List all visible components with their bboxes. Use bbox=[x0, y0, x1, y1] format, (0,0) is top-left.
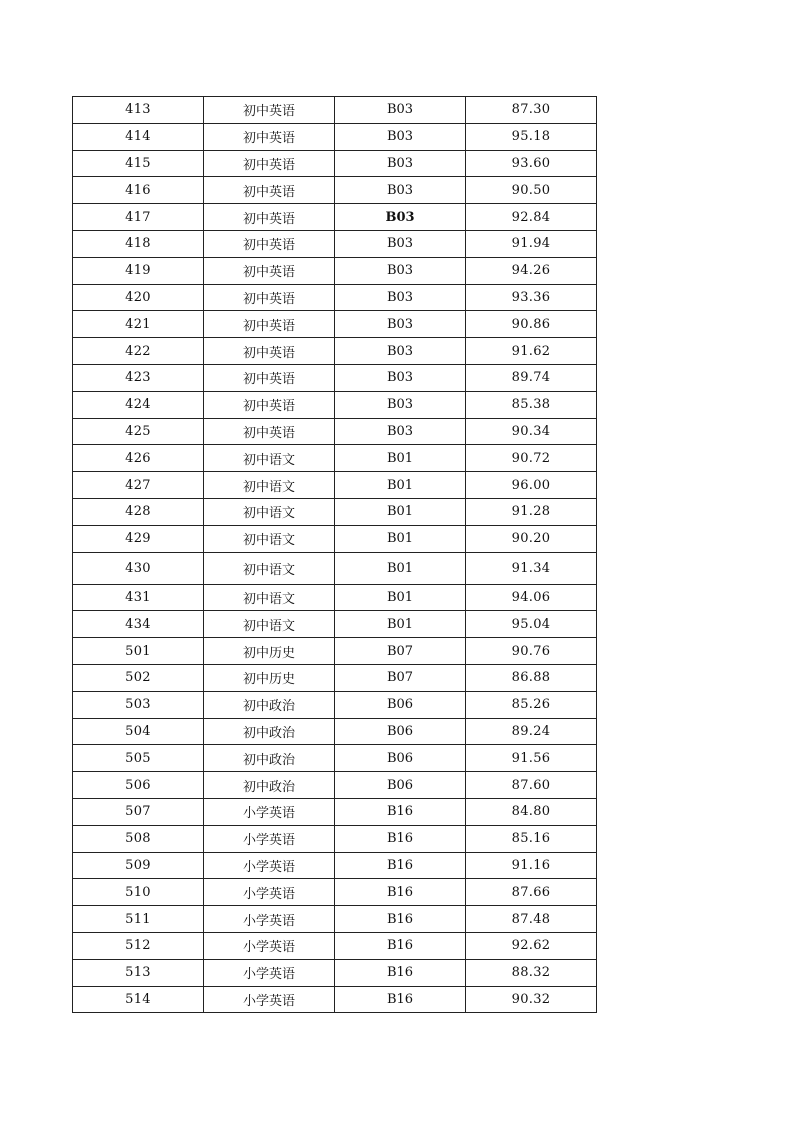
subject-cell: 初中英语 bbox=[204, 284, 335, 311]
code-cell: B03 bbox=[335, 311, 466, 338]
table-row bbox=[73, 364, 597, 391]
subject-cell: 小学英语 bbox=[204, 932, 335, 959]
table-row bbox=[73, 150, 597, 177]
code-cell: B01 bbox=[335, 445, 466, 472]
score-cell: 90.20 bbox=[466, 525, 597, 552]
subject-cell: 小学英语 bbox=[204, 825, 335, 852]
subject-cell: 初中英语 bbox=[204, 418, 335, 445]
table-row bbox=[73, 906, 597, 933]
score-cell: 89.74 bbox=[466, 364, 597, 391]
row-number-cell: 416 bbox=[73, 177, 204, 204]
row-number-cell: 413 bbox=[73, 97, 204, 124]
score-cell: 90.72 bbox=[466, 445, 597, 472]
code-cell: B16 bbox=[335, 906, 466, 933]
row-number-cell: 420 bbox=[73, 284, 204, 311]
table-row bbox=[73, 611, 597, 638]
row-number-cell: 428 bbox=[73, 498, 204, 525]
row-number-cell: 424 bbox=[73, 391, 204, 418]
table-row bbox=[73, 177, 597, 204]
code-cell: B16 bbox=[335, 825, 466, 852]
subject-cell: 初中语文 bbox=[204, 498, 335, 525]
score-cell: 90.32 bbox=[466, 986, 597, 1013]
subject-cell: 初中英语 bbox=[204, 177, 335, 204]
table-row bbox=[73, 123, 597, 150]
score-cell: 91.16 bbox=[466, 852, 597, 879]
table-row bbox=[73, 932, 597, 959]
score-cell: 89.24 bbox=[466, 718, 597, 745]
row-number-cell: 427 bbox=[73, 472, 204, 499]
subject-cell: 初中英语 bbox=[204, 204, 335, 231]
score-table bbox=[72, 96, 597, 1013]
score-cell: 93.60 bbox=[466, 150, 597, 177]
score-cell: 91.28 bbox=[466, 498, 597, 525]
subject-cell: 初中政治 bbox=[204, 772, 335, 799]
score-cell: 91.56 bbox=[466, 745, 597, 772]
subject-cell: 初中语文 bbox=[204, 525, 335, 552]
score-cell: 92.62 bbox=[466, 932, 597, 959]
score-cell: 95.18 bbox=[466, 123, 597, 150]
code-cell: B03 bbox=[335, 338, 466, 365]
subject-cell: 初中语文 bbox=[204, 472, 335, 499]
table-row bbox=[73, 311, 597, 338]
subject-cell: 初中英语 bbox=[204, 123, 335, 150]
subject-cell: 初中政治 bbox=[204, 745, 335, 772]
row-number-cell: 422 bbox=[73, 338, 204, 365]
code-cell: B03 bbox=[335, 97, 466, 124]
row-number-cell: 507 bbox=[73, 798, 204, 825]
score-cell: 90.76 bbox=[466, 638, 597, 665]
row-number-cell: 503 bbox=[73, 691, 204, 718]
table-row bbox=[73, 445, 597, 472]
subject-cell: 小学英语 bbox=[204, 959, 335, 986]
row-number-cell: 425 bbox=[73, 418, 204, 445]
subject-cell: 初中语文 bbox=[204, 552, 335, 584]
code-cell: B01 bbox=[335, 498, 466, 525]
code-cell: B01 bbox=[335, 525, 466, 552]
table-row bbox=[73, 391, 597, 418]
row-number-cell: 414 bbox=[73, 123, 204, 150]
code-cell: B06 bbox=[335, 718, 466, 745]
table-row bbox=[73, 879, 597, 906]
subject-cell: 小学英语 bbox=[204, 986, 335, 1013]
score-cell: 87.66 bbox=[466, 879, 597, 906]
subject-cell: 初中英语 bbox=[204, 364, 335, 391]
code-cell: B03 bbox=[335, 150, 466, 177]
score-cell: 91.34 bbox=[466, 552, 597, 584]
table-row bbox=[73, 498, 597, 525]
code-cell: B16 bbox=[335, 959, 466, 986]
score-cell: 84.80 bbox=[466, 798, 597, 825]
row-number-cell: 426 bbox=[73, 445, 204, 472]
score-cell: 94.06 bbox=[466, 584, 597, 611]
table-row bbox=[73, 230, 597, 257]
code-cell: B03 bbox=[335, 284, 466, 311]
table-row bbox=[73, 584, 597, 611]
subject-cell: 初中英语 bbox=[204, 391, 335, 418]
score-cell: 85.16 bbox=[466, 825, 597, 852]
score-cell: 94.26 bbox=[466, 257, 597, 284]
row-number-cell: 513 bbox=[73, 959, 204, 986]
score-cell: 88.32 bbox=[466, 959, 597, 986]
table-row bbox=[73, 204, 597, 231]
subject-cell: 初中英语 bbox=[204, 257, 335, 284]
score-table-body bbox=[73, 97, 597, 1013]
row-number-cell: 502 bbox=[73, 664, 204, 691]
subject-cell: 初中语文 bbox=[204, 584, 335, 611]
table-row bbox=[73, 986, 597, 1013]
row-number-cell: 511 bbox=[73, 906, 204, 933]
code-cell: B03 bbox=[335, 177, 466, 204]
score-cell: 90.50 bbox=[466, 177, 597, 204]
subject-cell: 初中历史 bbox=[204, 664, 335, 691]
row-number-cell: 510 bbox=[73, 879, 204, 906]
subject-cell: 初中政治 bbox=[204, 691, 335, 718]
row-number-cell: 418 bbox=[73, 230, 204, 257]
code-cell: B03 bbox=[335, 418, 466, 445]
code-cell: B16 bbox=[335, 852, 466, 879]
score-cell: 95.04 bbox=[466, 611, 597, 638]
table-row bbox=[73, 798, 597, 825]
code-cell: B03 bbox=[335, 123, 466, 150]
row-number-cell: 506 bbox=[73, 772, 204, 799]
subject-cell: 小学英语 bbox=[204, 906, 335, 933]
code-cell: B16 bbox=[335, 932, 466, 959]
score-cell: 86.88 bbox=[466, 664, 597, 691]
code-cell: B01 bbox=[335, 472, 466, 499]
row-number-cell: 501 bbox=[73, 638, 204, 665]
table-row bbox=[73, 959, 597, 986]
score-cell: 87.48 bbox=[466, 906, 597, 933]
row-number-cell: 417 bbox=[73, 204, 204, 231]
score-cell: 96.00 bbox=[466, 472, 597, 499]
table-row bbox=[73, 664, 597, 691]
score-cell: 85.38 bbox=[466, 391, 597, 418]
table-row bbox=[73, 257, 597, 284]
code-cell: B16 bbox=[335, 986, 466, 1013]
table-row bbox=[73, 772, 597, 799]
subject-cell: 小学英语 bbox=[204, 852, 335, 879]
row-number-cell: 504 bbox=[73, 718, 204, 745]
row-number-cell: 430 bbox=[73, 552, 204, 584]
row-number-cell: 431 bbox=[73, 584, 204, 611]
row-number-cell: 423 bbox=[73, 364, 204, 391]
table-row bbox=[73, 338, 597, 365]
row-number-cell: 505 bbox=[73, 745, 204, 772]
table-row bbox=[73, 852, 597, 879]
score-cell: 85.26 bbox=[466, 691, 597, 718]
table-row bbox=[73, 745, 597, 772]
table-row bbox=[73, 97, 597, 124]
subject-cell: 初中政治 bbox=[204, 718, 335, 745]
subject-cell: 初中历史 bbox=[204, 638, 335, 665]
row-number-cell: 434 bbox=[73, 611, 204, 638]
subject-cell: 初中英语 bbox=[204, 150, 335, 177]
code-cell: B03 bbox=[335, 257, 466, 284]
subject-cell: 初中英语 bbox=[204, 311, 335, 338]
table-row bbox=[73, 552, 597, 584]
subject-cell: 初中英语 bbox=[204, 338, 335, 365]
code-cell: B01 bbox=[335, 584, 466, 611]
table-row bbox=[73, 691, 597, 718]
code-cell: B06 bbox=[335, 772, 466, 799]
score-cell: 91.94 bbox=[466, 230, 597, 257]
code-cell: B16 bbox=[335, 798, 466, 825]
score-cell: 90.86 bbox=[466, 311, 597, 338]
row-number-cell: 415 bbox=[73, 150, 204, 177]
subject-cell: 初中语文 bbox=[204, 611, 335, 638]
code-cell: B01 bbox=[335, 552, 466, 584]
score-cell: 90.34 bbox=[466, 418, 597, 445]
score-cell: 87.30 bbox=[466, 97, 597, 124]
code-cell: B16 bbox=[335, 879, 466, 906]
table-row bbox=[73, 284, 597, 311]
table-row bbox=[73, 825, 597, 852]
table-row bbox=[73, 418, 597, 445]
table-row bbox=[73, 718, 597, 745]
code-cell: B03 bbox=[335, 204, 466, 231]
row-number-cell: 512 bbox=[73, 932, 204, 959]
score-cell: 93.36 bbox=[466, 284, 597, 311]
subject-cell: 初中语文 bbox=[204, 445, 335, 472]
code-cell: B03 bbox=[335, 391, 466, 418]
code-cell: B03 bbox=[335, 364, 466, 391]
row-number-cell: 429 bbox=[73, 525, 204, 552]
row-number-cell: 514 bbox=[73, 986, 204, 1013]
subject-cell: 初中英语 bbox=[204, 230, 335, 257]
code-cell: B03 bbox=[335, 230, 466, 257]
table-row bbox=[73, 472, 597, 499]
subject-cell: 小学英语 bbox=[204, 798, 335, 825]
code-cell: B01 bbox=[335, 611, 466, 638]
table-row bbox=[73, 525, 597, 552]
code-cell: B06 bbox=[335, 691, 466, 718]
code-cell: B06 bbox=[335, 745, 466, 772]
score-cell: 91.62 bbox=[466, 338, 597, 365]
code-cell: B07 bbox=[335, 664, 466, 691]
score-cell: 87.60 bbox=[466, 772, 597, 799]
table-row bbox=[73, 638, 597, 665]
row-number-cell: 508 bbox=[73, 825, 204, 852]
row-number-cell: 419 bbox=[73, 257, 204, 284]
subject-cell: 小学英语 bbox=[204, 879, 335, 906]
row-number-cell: 421 bbox=[73, 311, 204, 338]
subject-cell: 初中英语 bbox=[204, 97, 335, 124]
row-number-cell: 509 bbox=[73, 852, 204, 879]
code-cell: B07 bbox=[335, 638, 466, 665]
score-cell: 92.84 bbox=[466, 204, 597, 231]
